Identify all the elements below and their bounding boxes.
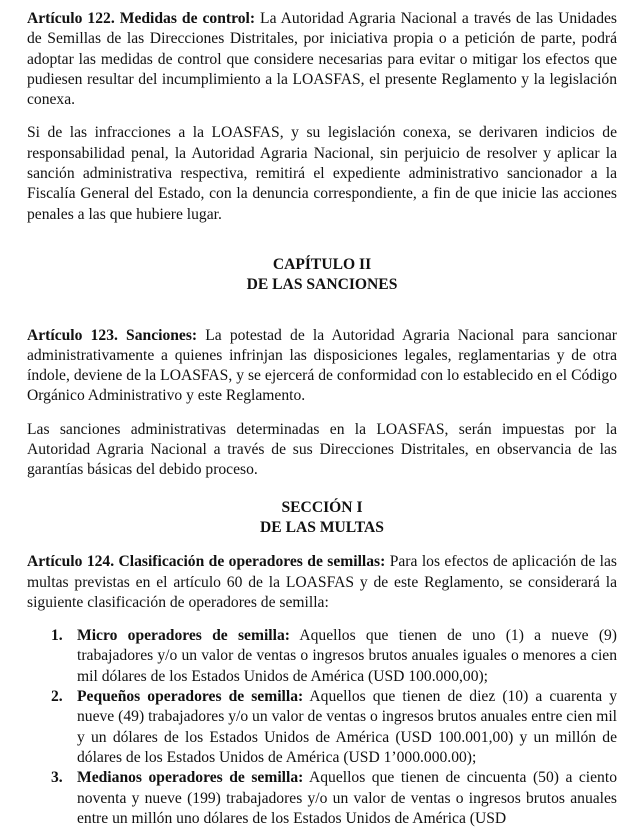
document-page (27, 5, 617, 829)
list-item-text: Aquellos que tienen de cincuenta (50) a ciento noventa y nueve (199) trabajadores y/o un valor de ventas o ingresos brutos anuales entre un millón uno dólares de los Estados Unidos de América (USD (77, 769, 617, 827)
list-item (27, 687, 617, 768)
article-122-title: Artículo 122. Medidas de control: (27, 10, 256, 27)
section-number: SECCIÓN I (281, 498, 363, 516)
operator-classification-list (27, 626, 617, 829)
article-122-paragraph (27, 9, 617, 110)
chapter-title: DE LAS SANCIONES (246, 276, 398, 294)
list-item-title: Micro operadores de semilla: (77, 627, 290, 645)
article-123-paragraph-2: Las sanciones administrativas determinadas en la LOASFAS, serán impuestas por la Autoridad Agraria Nacional a través de sus Direcciones Distritales, en observancia de las garantías básicas del debido proceso. (27, 420, 617, 479)
article-123-title: Artículo 123. Sanciones: (27, 326, 198, 344)
section-heading (27, 498, 617, 539)
list-item-title: Pequeños operadores de semilla: (77, 688, 304, 706)
article-122-paragraph-2: Si de las infracciones a la LOASFAS, y su legislación conexa, se derivaren indicios de responsabilidad penal, la Autoridad Agraria Nacional, sin perjuicio de resolver y aplicar la sanción administrativa respectiva, remitirá el expediente administrativo sancionador a la Fiscalía General del Estado, con la denuncia correspondiente, a fin de que inicie las acciones penales a las que hubiere lugar. (27, 124, 617, 223)
list-item (27, 626, 617, 687)
article-123-paragraph (27, 326, 617, 407)
list-item-text: Aquellos que tienen de diez (10) a cuarenta y nueve (49) trabajadores y/o un valor de ventas o ingresos brutos anuales entre cien mil y un dólares de los Estados Unidos de América (USD 100.001,00) y un millón de dólares de los Estados Unidos de América (USD 1’000.000.00); (77, 688, 617, 766)
section-title: DE LAS MULTAS (260, 518, 384, 536)
chapter-heading (27, 255, 617, 296)
article-124-paragraph (27, 552, 617, 613)
article-122-text: La Autoridad Agraria Nacional a través de las Unidades de Semillas de las Direcciones Distritales, por iniciativa propia o a petición de parte, podrá adoptar las medidas de control que considere necesarias para evitar o mitigar los efectos que pudiesen resultar del incumplimiento a la LOASFAS, el presente Reglamento y la legislación conexa. (27, 10, 617, 109)
article-124-title: Artículo 124. Clasificación de operadores de semillas: (27, 553, 386, 571)
list-item-number: 1. (51, 627, 63, 645)
list-item-title: Medianos operadores de semilla: (77, 769, 304, 787)
article-124-text: Para los efectos de aplicación de las multas previstas en el artículo 60 de la LOASFAS y de este Reglamento, se considerará la siguiente clasificación de operadores de semilla: (27, 553, 617, 611)
list-item (27, 768, 617, 829)
chapter-number: CAPÍTULO II (272, 255, 372, 273)
list-item-text: Aquellos que tienen de uno (1) a nueve (9) trabajadores y/o un valor de ventas o ingresos brutos anuales iguales o menores a cien mil dólares de los Estados Unidos de América (USD 100.000,00); (77, 627, 618, 685)
list-item-number: 3. (51, 769, 63, 787)
article-123-text: La potestad de la Autoridad Agraria Nacional para sancionar administrativamente a quienes infrinjan las disposiciones legales, reglamentarias y de otra índole, deviene de la LOASFAS, y se ejercerá de conformidad con lo establecido en el Código Orgánico Administrativo y este Reglamento. (27, 326, 617, 405)
list-item-number: 2. (51, 688, 63, 706)
